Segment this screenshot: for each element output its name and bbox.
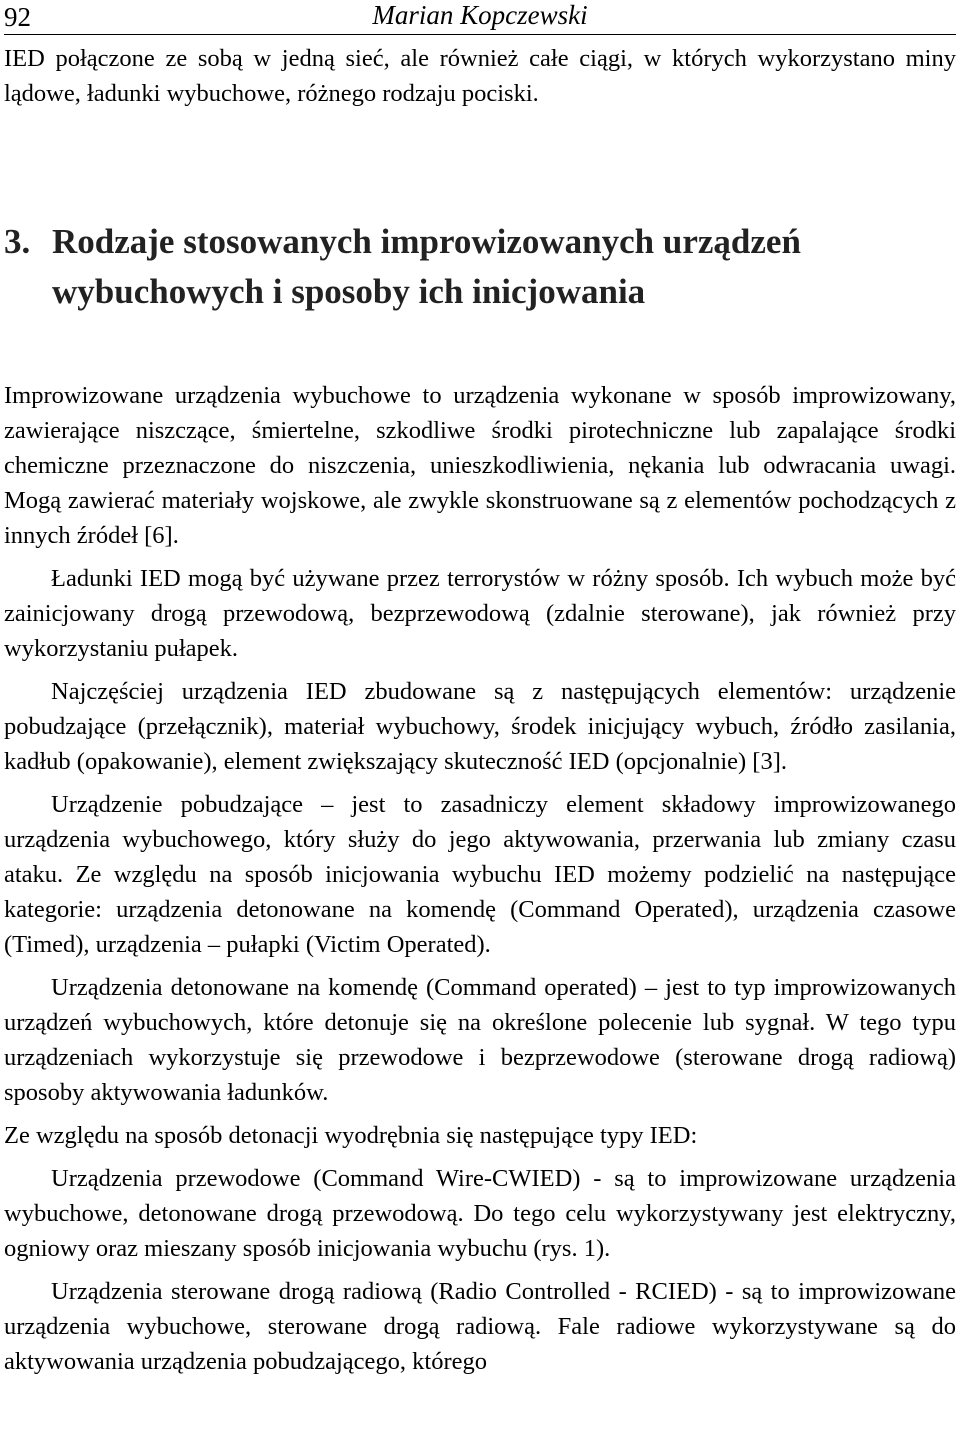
body-paragraph: Improwizowane urządzenia wybuchowe to urządzenia wykonane w sposób improwizowany, zawierające niszczące, śmiertelne, szkodliwe środki pirotechniczne lub zapalające środki chemiczne przeznaczone do niszczenia, unieszkodliwienia, nękania lub odwracania uwagi. Mogą zawierać materiały wojskowe, ale zwykle skonstruowane są z elementów pochodzących z innych źródeł [6]. xyxy=(4,382,956,549)
section-number: 3. xyxy=(4,222,31,261)
section-heading xyxy=(4,217,956,317)
body-paragraph: Ze względu na sposób detonacji wyodrębnia się następujące typy IED: xyxy=(4,1122,698,1149)
body-paragraph: Najczęściej urządzenia IED zbudowane są z następujących elementów: urządzenie pobudzające (przełącznik), materiał wybuchowy, środek inicjujący wybuch, źródło zasilania, kadłub (opakowanie), element zwiększający skuteczność IED (opcjonalnie) [3]. xyxy=(4,678,956,775)
body-paragraph: Urządzenia sterowane drogą radiową (Radio Controlled - RCIED) - są to improwizowane urządzenia wybuchowe, sterowane drogą radiową. Fale radiowe wykorzystywane są do aktywowania urządzenia pobudzającego, którego xyxy=(4,1278,956,1375)
body-paragraph: Urządzenie pobudzające – jest to zasadniczy element składowy improwizowanego urządzenia wybuchowego, który służy do jego aktywowania, przerwania lub zmiany czasu ataku. Ze względu na sposób inicjowania wybuchu IED możemy podzielić na następujące kategorie: urządzenia detonowane na komendę (Command Operated), urządzenia czasowe (Timed), urządzenia – pułapki (Victim Operated). xyxy=(4,791,956,958)
page-header xyxy=(4,0,956,35)
body-paragraph: Ładunki IED mogą być używane przez terrorystów w różny sposób. Ich wybuch może być zainicjowany drogą przewodową, bezprzewodową (zdalnie sterowane), jak również przy wykorzystaniu pułapek. xyxy=(4,565,956,662)
body-paragraph: Urządzenia detonowane na komendę (Command operated) – jest to typ improwizowanych urządzeń wybuchowych, które detonuje się na określone polecenie lub sygnał. W tego typu urządzeniach wykorzystuje się przewodowe i bezprzewodowe (sterowane drogą radiową) sposoby aktywowania ładunków. xyxy=(4,974,956,1106)
section-title: Rodzaje stosowanych improwizowanych urządzeń wybuchowych i sposoby ich inicjowania xyxy=(52,222,801,311)
body-paragraph: Urządzenia przewodowe (Command Wire-CWIED) - są to improwizowane urządzenia wybuchowe, detonowane drogą przewodową. Do tego celu wykorzystywany jest elektryczny, ogniowy oraz mieszany sposób inicjowania wybuchu (rys. 1). xyxy=(4,1165,956,1262)
intro-paragraph: IED połączone ze sobą w jedną sieć, ale również całe ciągi, w których wykorzystano miny lądowe, ładunki wybuchowe, różnego rodzaju pociski. xyxy=(4,45,956,107)
document-page xyxy=(4,0,956,1379)
running-head: Marian Kopczewski xyxy=(372,0,588,30)
page-number: 92 xyxy=(4,2,31,32)
